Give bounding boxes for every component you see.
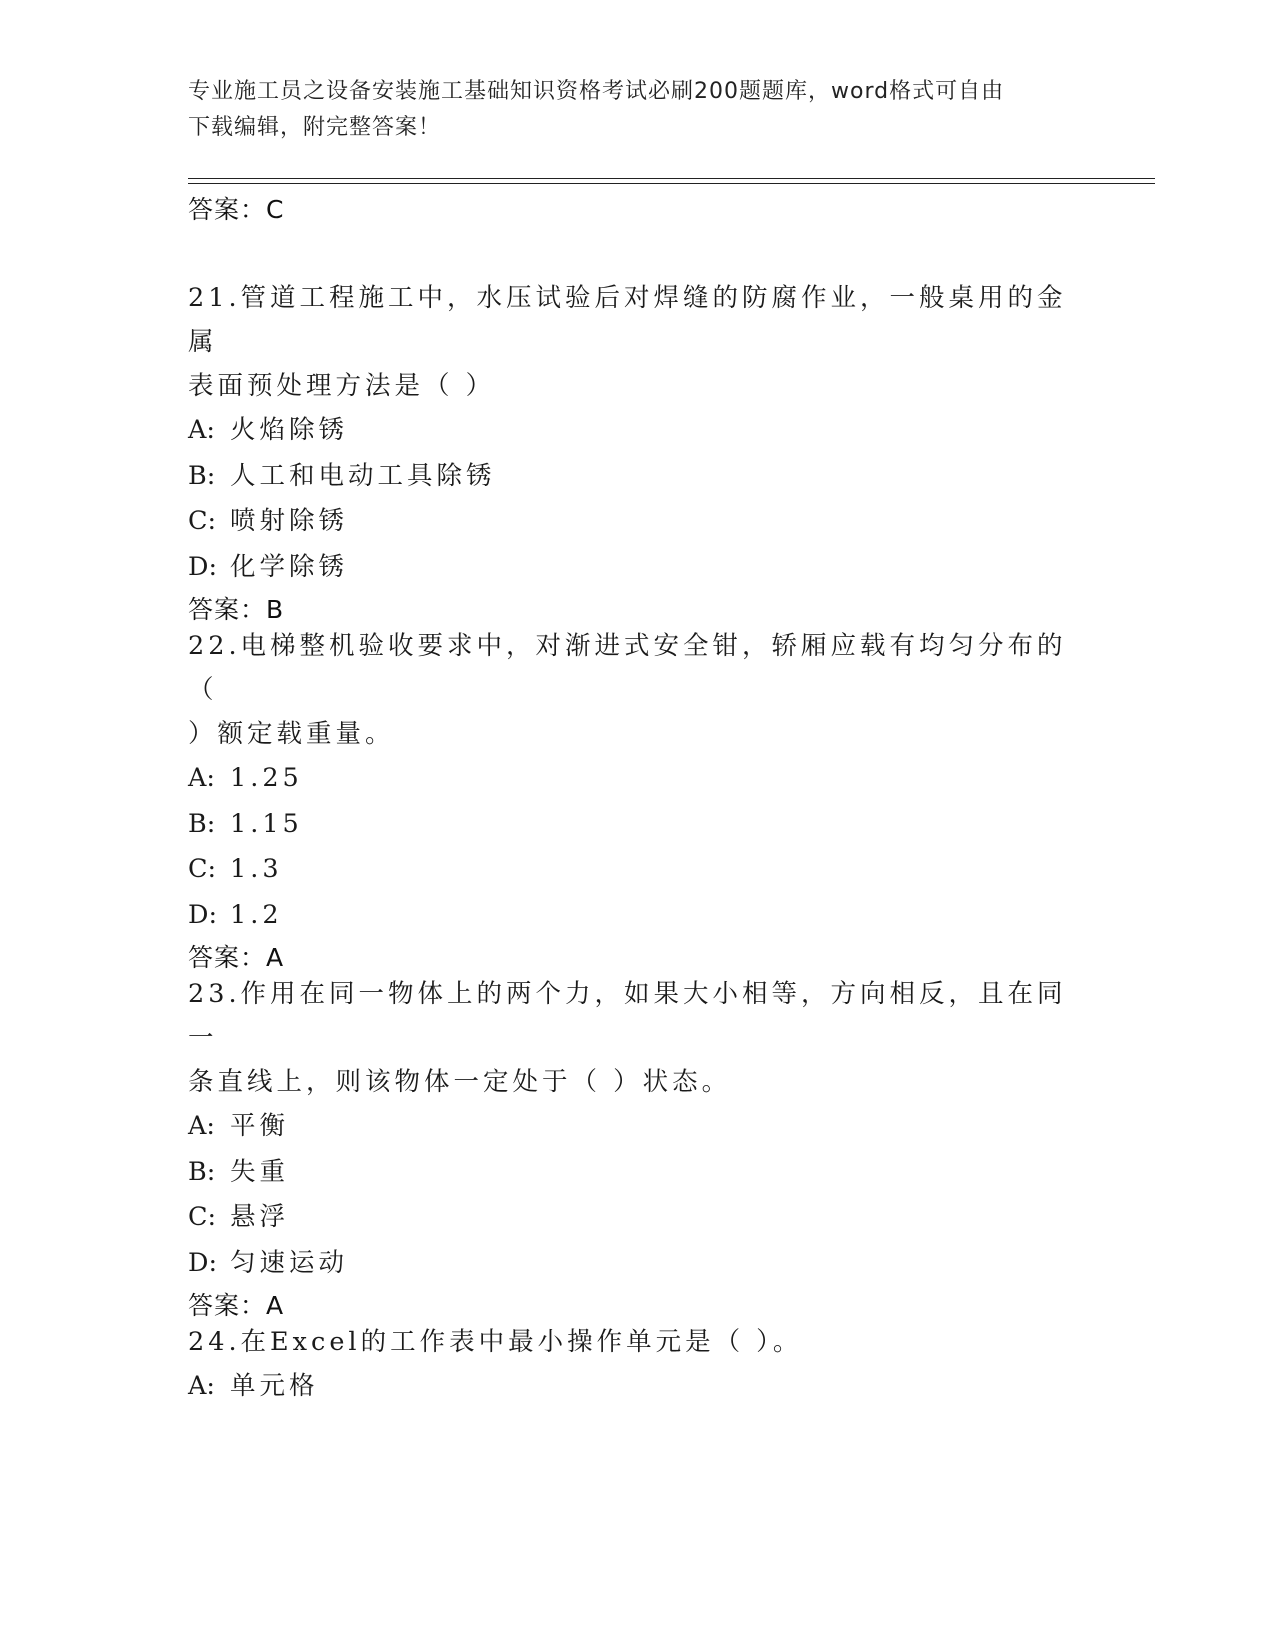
option-text: 失重: [230, 1156, 290, 1187]
option-text: 匀速运动: [230, 1247, 349, 1278]
option-c: [188, 499, 1088, 545]
option-a: [188, 1104, 1088, 1150]
option-label: A:: [188, 415, 216, 445]
option-d: [188, 1241, 1088, 1287]
question-22: [188, 624, 1088, 978]
header-line-1: 专业施工员之设备安装施工基础知识资格考试必刷200题题库，word格式可自由: [188, 79, 1005, 104]
option-text: 单元格: [230, 1371, 319, 1401]
option-label: A:: [188, 1111, 216, 1141]
question-text-line: 21.管道工程施工中，水压试验后对焊缝的防腐作业，一般桌用的金属: [188, 283, 1067, 357]
question-text-line: 23.作用在同一物体上的两个力，如果大小相等，方向相反，且在同一: [188, 979, 1067, 1053]
previous-answer: 答案：C: [188, 195, 285, 224]
option-text: 悬浮: [230, 1202, 290, 1232]
option-label: A:: [188, 1371, 216, 1401]
option-b: [188, 802, 1088, 848]
option-a: [188, 1364, 1088, 1410]
header-divider-bottom: [188, 183, 1155, 184]
option-c: [188, 847, 1088, 893]
answer: 答案：A: [188, 943, 285, 972]
option-label: C:: [188, 854, 217, 884]
header-divider-top: [188, 178, 1155, 179]
option-label: C:: [188, 506, 217, 536]
option-b: [188, 1150, 1088, 1196]
option-text: 平衡: [230, 1111, 290, 1141]
option-text: 化学除锈: [230, 551, 349, 582]
option-label: B:: [188, 460, 216, 491]
option-label: B:: [188, 1156, 216, 1187]
option-text: 1.2: [230, 899, 283, 930]
option-text: 火焰除锈: [230, 415, 349, 445]
option-d: [188, 545, 1088, 591]
option-text: 1.15: [230, 808, 303, 839]
option-label: D:: [188, 551, 218, 582]
option-label: C:: [188, 1202, 217, 1232]
question-text-line: 22.电梯整机验收要求中，对渐进式安全钳，轿厢应载有均匀分布的（: [188, 631, 1067, 705]
question-text-line: 条直线上，则该物体一定处于（ ）状态。: [188, 1067, 732, 1097]
option-d: [188, 893, 1088, 939]
question-text-line: 表面预处理方法是（ ）: [188, 371, 496, 401]
answer: 答案：B: [188, 595, 285, 624]
option-label: D:: [188, 1247, 218, 1278]
option-label: D:: [188, 899, 218, 930]
option-label: A:: [188, 763, 216, 793]
option-a: [188, 756, 1088, 802]
option-text: 人工和电动工具除锈: [230, 460, 496, 491]
question-23: [188, 972, 1088, 1326]
option-text: 喷射除锈: [230, 506, 349, 536]
option-text: 1.3: [230, 854, 283, 884]
question-text-line: ）额定载重量。: [188, 719, 395, 749]
question-21: [188, 276, 1088, 630]
answer: 答案：A: [188, 1291, 285, 1320]
option-label: B:: [188, 808, 216, 839]
header-line-2: 下载编辑，附完整答案！: [188, 115, 442, 140]
question-24: [188, 1320, 1088, 1410]
option-c: [188, 1195, 1088, 1241]
option-text: 1.25: [230, 763, 303, 793]
question-text-line: 24.在Excel的工作表中最小操作单元是（ ）。: [188, 1327, 803, 1357]
document-header: [188, 74, 1088, 146]
option-b: [188, 454, 1088, 500]
option-a: [188, 408, 1088, 454]
